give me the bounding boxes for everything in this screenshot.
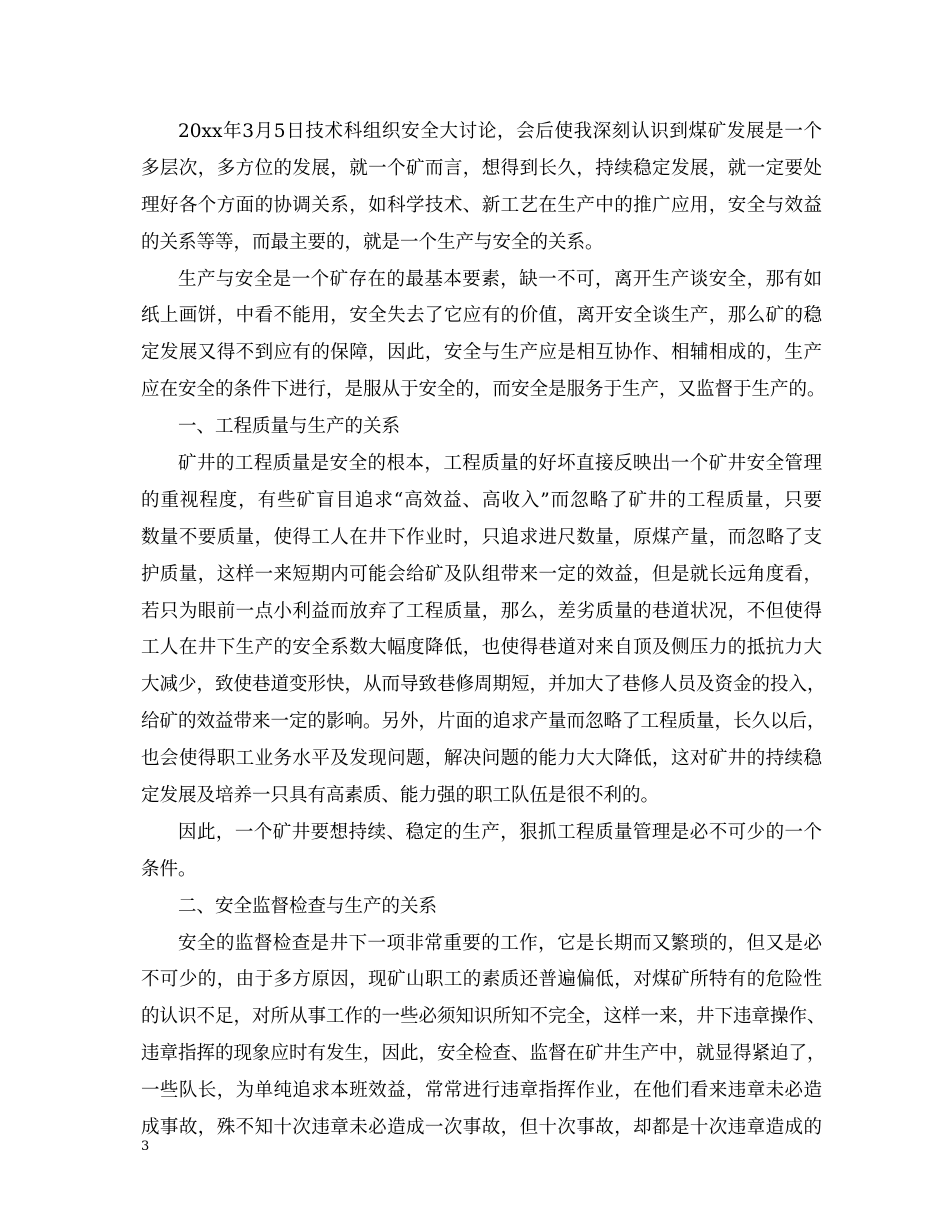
text-line: 因此，一个矿井要想持续、稳定的生产，狠抓工程质量管理是必不可少的一个 xyxy=(178,821,822,843)
text-line: 安全的监督检查是井下一项非常重要的工作，它是长期而又繁琐的，但又是必 xyxy=(178,932,822,954)
page-number: 3 xyxy=(141,1139,150,1154)
text-line: 应在安全的条件下进行，是服从于安全的，而安全是服务于生产，又监督于生产的。 xyxy=(141,379,826,401)
document-body xyxy=(141,114,826,1147)
text-line: 也会使得职工业务水平及发现问题，解决问题的能力大大降低，这对矿井的持续稳 xyxy=(141,748,822,770)
text-line: 多层次，多方位的发展，就一个矿而言，想得到长久，持续稳定发展，就一定要处 xyxy=(141,157,822,179)
text-line: 一、工程质量与生产的关系 xyxy=(178,416,401,438)
text-line: 的重视程度，有些矿盲目追求“高效益、高收入”而忽略了矿井的工程质量，只要 xyxy=(141,489,822,511)
text-line: 矿井的工程质量是安全的根本，工程质量的好坏直接反映出一个矿井安全管理 xyxy=(178,453,822,475)
text-line: 成事故，殊不知十次违章未必造成一次事故，但十次事故，却都是十次违章造成的 xyxy=(141,1117,822,1139)
text-line: 若只为眼前一点小利益而放弃了工程质量，那么，差劣质量的巷道状况，不但使得 xyxy=(141,600,822,622)
text-line: 给矿的效益带来一定的影响。另外，片面的追求产量而忽略了工程质量，长久以后， xyxy=(141,711,826,733)
text-line: 的关系等等，而最主要的，就是一个生产与安全的关系。 xyxy=(141,231,604,253)
text-line: 二、安全监督检查与生产的关系 xyxy=(178,895,438,917)
text-line: 定发展及培养一只具有高素质、能力强的职工队伍是很不利的。 xyxy=(141,785,660,807)
text-line: 不可少的，由于多方原因，现矿山职工的素质还普遍偏低，对煤矿所特有的危险性 xyxy=(141,969,822,991)
text-line: 数量不要质量，使得工人在井下作业时，只追求进尺数量，原煤产量，而忽略了支 xyxy=(141,526,822,548)
text-line: 纸上画饼，中看不能用，安全失去了它应有的价值，离开安全谈生产，那么矿的稳 xyxy=(141,305,822,327)
text-line: 大减少，致使巷道变形快，从而导致巷修周期短，并加大了巷修人员及资金的投入， xyxy=(141,674,826,696)
text-line: 20xx年3月5日技术科组织安全大讨论，会后使我深刻认识到煤矿发展是一个 xyxy=(178,121,822,142)
text-line: 理好各个方面的协调关系，如科学技术、新工艺在生产中的推广应用，安全与效益 xyxy=(141,194,822,216)
text-line: 的认识不足，对所从事工作的一些必须知识所知不完全，这样一来，井下违章操作、 xyxy=(141,1006,826,1028)
text-line: 定发展又得不到应有的保障，因此，安全与生产应是相互协作、相辅相成的，生产 xyxy=(141,342,822,364)
text-line: 生产与安全是一个矿存在的最基本要素，缺一不可，离开生产谈安全，那有如 xyxy=(178,268,822,290)
text-line: 条件。 xyxy=(141,858,197,880)
text-line: 一些队长，为单纯追求本班效益，常常进行违章指挥作业，在他们看来违章未必造 xyxy=(141,1080,822,1102)
text-line: 护质量，这样一来短期内可能会给矿及队组带来一定的效益，但是就长远角度看， xyxy=(141,563,822,585)
text-line: 工人在井下生产的安全系数大幅度降低，也使得巷道对来自顶及侧压力的抵抗力大 xyxy=(141,637,822,659)
text-line: 违章指挥的现象应时有发生，因此，安全检查、监督在矿井生产中，就显得紧迫了， xyxy=(141,1043,826,1065)
